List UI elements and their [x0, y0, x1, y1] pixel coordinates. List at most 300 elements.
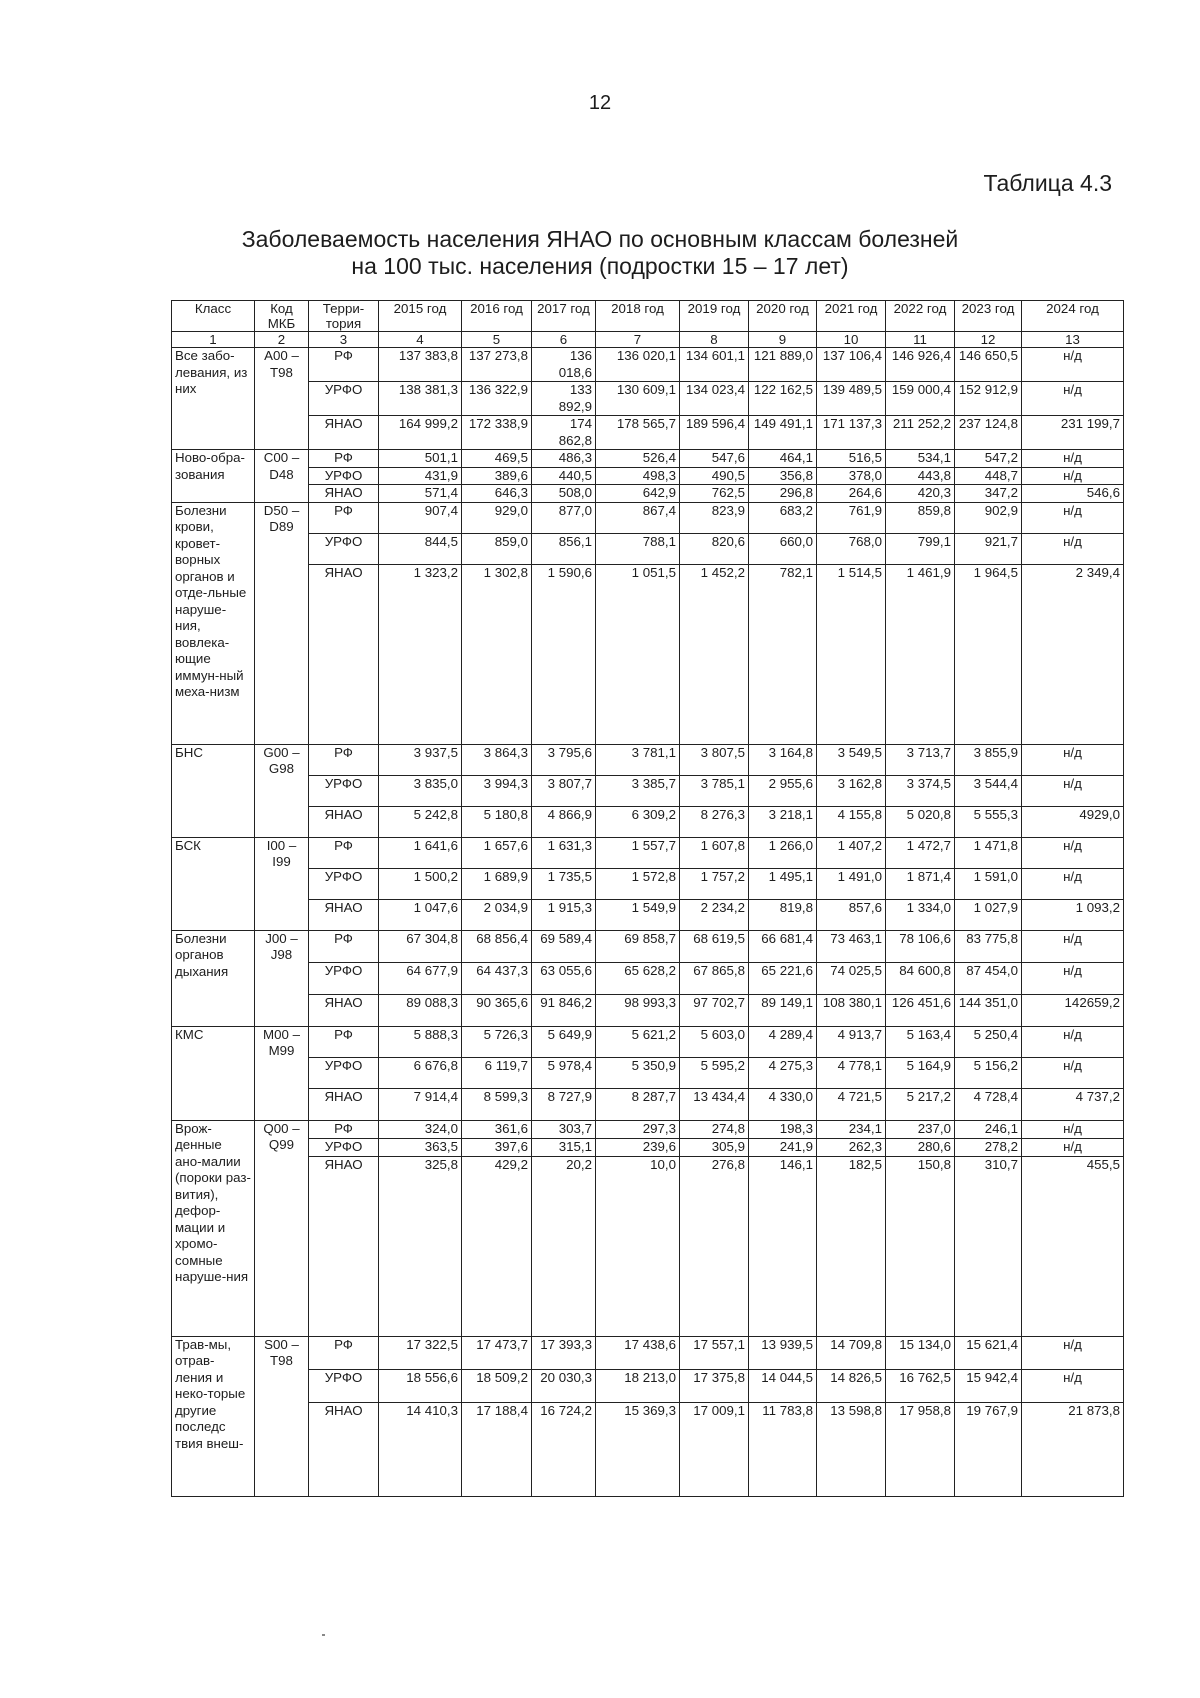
value-cell: 18 213,0 — [596, 1369, 680, 1402]
value-cell: 136 018,6 — [532, 348, 596, 382]
value-cell: 130 609,1 — [596, 382, 680, 416]
value-cell: 4 913,7 — [817, 1026, 886, 1057]
territory-cell: ЯНАО — [309, 1402, 379, 1496]
header-cell: 2018 год — [596, 301, 680, 332]
territory-cell: ЯНАО — [309, 564, 379, 744]
table-row — [172, 416, 1124, 450]
value-cell: 5 555,3 — [955, 806, 1022, 837]
value-cell: 356,8 — [749, 467, 817, 485]
value-cell: 4 728,4 — [955, 1088, 1022, 1120]
value-cell: 90 365,6 — [462, 994, 532, 1026]
mkb-code-cell: S00 – T98 — [255, 1336, 309, 1496]
value-cell: 67 304,8 — [379, 930, 462, 962]
value-cell: 63 055,6 — [532, 962, 596, 994]
territory-cell: РФ — [309, 837, 379, 868]
value-cell: 526,4 — [596, 450, 680, 468]
value-cell: 4 330,0 — [749, 1088, 817, 1120]
value-cell: 1 591,0 — [955, 868, 1022, 899]
value-cell: 121 889,0 — [749, 348, 817, 382]
table-row — [172, 1138, 1124, 1156]
territory-cell: РФ — [309, 1120, 379, 1138]
value-cell: 547,2 — [955, 450, 1022, 468]
value-cell: 819,8 — [749, 899, 817, 930]
table-row — [172, 994, 1124, 1026]
value-cell: 280,6 — [886, 1138, 955, 1156]
value-cell: 234,1 — [817, 1120, 886, 1138]
value-cell: 3 855,9 — [955, 744, 1022, 775]
value-cell: 136 020,1 — [596, 348, 680, 382]
column-number: 7 — [596, 332, 680, 348]
value-cell: 65 628,2 — [596, 962, 680, 994]
value-cell: 137 106,4 — [817, 348, 886, 382]
value-cell: 642,9 — [596, 485, 680, 503]
territory-cell: УРФО — [309, 1369, 379, 1402]
territory-cell: ЯНАО — [309, 1088, 379, 1120]
table-row — [172, 1057, 1124, 1088]
value-cell: 1 027,9 — [955, 899, 1022, 930]
value-cell: 1 051,5 — [596, 564, 680, 744]
column-number: 12 — [955, 332, 1022, 348]
value-cell: н/д — [1022, 450, 1124, 468]
value-cell: 16 724,2 — [532, 1402, 596, 1496]
value-cell: 782,1 — [749, 564, 817, 744]
value-cell: 3 864,3 — [462, 744, 532, 775]
value-cell: 4 721,5 — [817, 1088, 886, 1120]
value-cell: 305,9 — [680, 1138, 749, 1156]
value-cell: 14 709,8 — [817, 1336, 886, 1369]
value-cell: 69 858,7 — [596, 930, 680, 962]
value-cell: 660,0 — [749, 533, 817, 564]
value-cell: н/д — [1022, 382, 1124, 416]
table-row — [172, 930, 1124, 962]
value-cell: 89 088,3 — [379, 994, 462, 1026]
morbidity-table — [171, 300, 1124, 1497]
value-cell: 788,1 — [596, 533, 680, 564]
column-number: 13 — [1022, 332, 1124, 348]
value-cell: 98 993,3 — [596, 994, 680, 1026]
value-cell: 1 047,6 — [379, 899, 462, 930]
value-cell: 823,9 — [680, 502, 749, 533]
value-cell: 486,3 — [532, 450, 596, 468]
value-cell: 16 762,5 — [886, 1369, 955, 1402]
value-cell: 15 621,4 — [955, 1336, 1022, 1369]
value-cell: 761,9 — [817, 502, 886, 533]
value-cell: 571,4 — [379, 485, 462, 503]
value-cell: 18 509,2 — [462, 1369, 532, 1402]
value-cell: 440,5 — [532, 467, 596, 485]
table-row — [172, 1336, 1124, 1369]
header-cell: 2023 год — [955, 301, 1022, 332]
mkb-code-cell: G00 – G98 — [255, 744, 309, 837]
value-cell: 325,8 — [379, 1156, 462, 1336]
territory-cell: РФ — [309, 450, 379, 468]
value-cell: н/д — [1022, 502, 1124, 533]
class-name-cell: КМС — [172, 1026, 255, 1120]
value-cell: 198,3 — [749, 1120, 817, 1138]
column-number: 2 — [255, 332, 309, 348]
value-cell: 324,0 — [379, 1120, 462, 1138]
value-cell: 1 471,8 — [955, 837, 1022, 868]
value-cell: 3 807,5 — [680, 744, 749, 775]
header-cell: 2022 год — [886, 301, 955, 332]
value-cell: 134 023,4 — [680, 382, 749, 416]
mkb-code-cell: J00 – J98 — [255, 930, 309, 1026]
table-row — [172, 1120, 1124, 1138]
table-row — [172, 467, 1124, 485]
value-cell: 3 994,3 — [462, 775, 532, 806]
territory-cell: УРФО — [309, 962, 379, 994]
value-cell: 3 385,7 — [596, 775, 680, 806]
value-cell: 1 757,2 — [680, 868, 749, 899]
value-cell: 1 500,2 — [379, 868, 462, 899]
value-cell: 1 266,0 — [749, 837, 817, 868]
header-cell: Терри-тория — [309, 301, 379, 332]
value-cell: 87 454,0 — [955, 962, 1022, 994]
value-cell: н/д — [1022, 837, 1124, 868]
value-cell: 6 676,8 — [379, 1057, 462, 1088]
value-cell: 171 137,3 — [817, 416, 886, 450]
value-cell: н/д — [1022, 533, 1124, 564]
value-cell: 315,1 — [532, 1138, 596, 1156]
value-cell: 3 164,8 — [749, 744, 817, 775]
value-cell: 136 322,9 — [462, 382, 532, 416]
value-cell: 378,0 — [817, 467, 886, 485]
value-cell: 1 407,2 — [817, 837, 886, 868]
value-cell: 4 737,2 — [1022, 1088, 1124, 1120]
header-cell: 2015 год — [379, 301, 462, 332]
value-cell: 137 383,8 — [379, 348, 462, 382]
value-cell: 83 775,8 — [955, 930, 1022, 962]
value-cell: 469,5 — [462, 450, 532, 468]
value-cell: 6 119,7 — [462, 1057, 532, 1088]
value-cell: 164 999,2 — [379, 416, 462, 450]
class-name-cell: Трав-мы, отрав-ления и неко-торые другие последс твия внеш- — [172, 1336, 255, 1496]
value-cell: 1 491,0 — [817, 868, 886, 899]
value-cell: 762,5 — [680, 485, 749, 503]
value-cell: 646,3 — [462, 485, 532, 503]
value-cell: 1 472,7 — [886, 837, 955, 868]
value-cell: н/д — [1022, 930, 1124, 962]
value-cell: 1 557,7 — [596, 837, 680, 868]
value-cell: 17 375,8 — [680, 1369, 749, 1402]
value-cell: н/д — [1022, 775, 1124, 806]
table-row — [172, 1402, 1124, 1496]
value-cell: 857,6 — [817, 899, 886, 930]
table-title-line-1: Заболеваемость населения ЯНАО по основным классам болезней — [241, 226, 959, 252]
header-row — [172, 301, 1124, 332]
value-cell: 3 218,1 — [749, 806, 817, 837]
value-cell: 91 846,2 — [532, 994, 596, 1026]
value-cell: 241,9 — [749, 1138, 817, 1156]
value-cell: 142659,2 — [1022, 994, 1124, 1026]
table-row — [172, 502, 1124, 533]
value-cell: 5 621,2 — [596, 1026, 680, 1057]
table-label: Таблица 4.3 — [983, 170, 1112, 196]
value-cell: 4 866,9 — [532, 806, 596, 837]
value-cell: 73 463,1 — [817, 930, 886, 962]
value-cell: 397,6 — [462, 1138, 532, 1156]
value-cell: 859,0 — [462, 533, 532, 564]
value-cell: 498,3 — [596, 467, 680, 485]
value-cell: 246,1 — [955, 1120, 1022, 1138]
value-cell: 1 657,6 — [462, 837, 532, 868]
value-cell: 8 599,3 — [462, 1088, 532, 1120]
class-name-cell: БНС — [172, 744, 255, 837]
value-cell: 844,5 — [379, 533, 462, 564]
value-cell: 296,8 — [749, 485, 817, 503]
value-cell: н/д — [1022, 348, 1124, 382]
table-row — [172, 564, 1124, 744]
value-cell: 3 549,5 — [817, 744, 886, 775]
value-cell: 144 351,0 — [955, 994, 1022, 1026]
value-cell: 64 437,3 — [462, 962, 532, 994]
header-cell: 2019 год — [680, 301, 749, 332]
column-number: 9 — [749, 332, 817, 348]
value-cell: 3 937,5 — [379, 744, 462, 775]
mkb-code-cell: C00 – D48 — [255, 450, 309, 503]
value-cell: 15 369,3 — [596, 1402, 680, 1496]
territory-cell: ЯНАО — [309, 994, 379, 1026]
mkb-code-cell: Q00 – Q99 — [255, 1120, 309, 1336]
value-cell: 146,1 — [749, 1156, 817, 1336]
value-cell: 15 134,0 — [886, 1336, 955, 1369]
table-row — [172, 1156, 1124, 1336]
value-cell: 443,8 — [886, 467, 955, 485]
value-cell: 1 093,2 — [1022, 899, 1124, 930]
table-row — [172, 837, 1124, 868]
value-cell: 17 009,1 — [680, 1402, 749, 1496]
value-cell: 3 835,0 — [379, 775, 462, 806]
value-cell: 5 595,2 — [680, 1057, 749, 1088]
territory-cell: РФ — [309, 502, 379, 533]
value-cell: 14 410,3 — [379, 1402, 462, 1496]
table-body — [172, 332, 1124, 1497]
value-cell: 546,6 — [1022, 485, 1124, 503]
value-cell: 8 287,7 — [596, 1088, 680, 1120]
territory-cell: ЯНАО — [309, 806, 379, 837]
value-cell: н/д — [1022, 467, 1124, 485]
value-cell: 856,1 — [532, 533, 596, 564]
value-cell: 152 912,9 — [955, 382, 1022, 416]
value-cell: 1 641,6 — [379, 837, 462, 868]
value-cell: 448,7 — [955, 467, 1022, 485]
value-cell: 146 650,5 — [955, 348, 1022, 382]
value-cell: 5 978,4 — [532, 1057, 596, 1088]
value-cell: 182,5 — [817, 1156, 886, 1336]
value-cell: 139 489,5 — [817, 382, 886, 416]
value-cell: 13 598,8 — [817, 1402, 886, 1496]
class-name-cell: Врож-денные ано-малии (пороки раз-вития), дефор-мации и хромо-сомные наруше-ния — [172, 1120, 255, 1336]
value-cell: 1 915,3 — [532, 899, 596, 930]
value-cell: 149 491,1 — [749, 416, 817, 450]
value-cell: 172 338,9 — [462, 416, 532, 450]
value-cell: 178 565,7 — [596, 416, 680, 450]
value-cell: 361,6 — [462, 1120, 532, 1138]
header-cell: 2017 год — [532, 301, 596, 332]
class-name-cell: БСК — [172, 837, 255, 930]
value-cell: 10,0 — [596, 1156, 680, 1336]
value-cell: 17 188,4 — [462, 1402, 532, 1496]
table-row — [172, 744, 1124, 775]
value-cell: 5 020,8 — [886, 806, 955, 837]
value-cell: н/д — [1022, 1026, 1124, 1057]
value-cell: 264,6 — [817, 485, 886, 503]
mkb-code-cell: I00 – I99 — [255, 837, 309, 930]
territory-cell: УРФО — [309, 868, 379, 899]
value-cell: 303,7 — [532, 1120, 596, 1138]
value-cell: 516,5 — [817, 450, 886, 468]
value-cell: 5 163,4 — [886, 1026, 955, 1057]
value-cell: 20,2 — [532, 1156, 596, 1336]
value-cell: 1 334,0 — [886, 899, 955, 930]
value-cell: 310,7 — [955, 1156, 1022, 1336]
value-cell: 2 349,4 — [1022, 564, 1124, 744]
value-cell: 150,8 — [886, 1156, 955, 1336]
value-cell: 902,9 — [955, 502, 1022, 533]
value-cell: н/д — [1022, 1138, 1124, 1156]
value-cell: 2 034,9 — [462, 899, 532, 930]
value-cell: 363,5 — [379, 1138, 462, 1156]
value-cell: 3 162,8 — [817, 775, 886, 806]
value-cell: 122 162,5 — [749, 382, 817, 416]
value-cell: 1 452,2 — [680, 564, 749, 744]
territory-cell: УРФО — [309, 467, 379, 485]
class-name-cell: Все забо-левания, из них — [172, 348, 255, 450]
value-cell: 5 888,3 — [379, 1026, 462, 1057]
territory-cell: УРФО — [309, 1138, 379, 1156]
value-cell: 1 735,5 — [532, 868, 596, 899]
value-cell: 239,6 — [596, 1138, 680, 1156]
territory-cell: РФ — [309, 348, 379, 382]
value-cell: 11 783,8 — [749, 1402, 817, 1496]
column-number: 10 — [817, 332, 886, 348]
value-cell: 133 892,9 — [532, 382, 596, 416]
territory-cell: УРФО — [309, 1057, 379, 1088]
value-cell: 3 781,1 — [596, 744, 680, 775]
value-cell: 78 106,6 — [886, 930, 955, 962]
value-cell: 1 323,2 — [379, 564, 462, 744]
value-cell: 17 322,5 — [379, 1336, 462, 1369]
mkb-code-cell: M00 – M99 — [255, 1026, 309, 1120]
value-cell: 14 044,5 — [749, 1369, 817, 1402]
value-cell: 211 252,2 — [886, 416, 955, 450]
value-cell: 3 544,4 — [955, 775, 1022, 806]
value-cell: 7 914,4 — [379, 1088, 462, 1120]
value-cell: 1 549,9 — [596, 899, 680, 930]
table-row — [172, 775, 1124, 806]
value-cell: 5 217,2 — [886, 1088, 955, 1120]
value-cell: 464,1 — [749, 450, 817, 468]
value-cell: 68 619,5 — [680, 930, 749, 962]
column-number: 8 — [680, 332, 749, 348]
table-row — [172, 962, 1124, 994]
value-cell: 534,1 — [886, 450, 955, 468]
value-cell: 20 030,3 — [532, 1369, 596, 1402]
value-cell: 799,1 — [886, 533, 955, 564]
value-cell: 137 273,8 — [462, 348, 532, 382]
value-cell: 4929,0 — [1022, 806, 1124, 837]
value-cell: 3 785,1 — [680, 775, 749, 806]
value-cell: 1 590,6 — [532, 564, 596, 744]
column-number-row — [172, 332, 1124, 348]
value-cell: 859,8 — [886, 502, 955, 533]
value-cell: 1 964,5 — [955, 564, 1022, 744]
table-row — [172, 1369, 1124, 1402]
value-cell: 67 865,8 — [680, 962, 749, 994]
territory-cell: УРФО — [309, 533, 379, 564]
value-cell: 17 473,7 — [462, 1336, 532, 1369]
value-cell: н/д — [1022, 1057, 1124, 1088]
header-cell: Класс — [172, 301, 255, 332]
value-cell: 1 607,8 — [680, 837, 749, 868]
value-cell: 5 164,9 — [886, 1057, 955, 1088]
value-cell: 431,9 — [379, 467, 462, 485]
value-cell: 237,0 — [886, 1120, 955, 1138]
territory-cell: ЯНАО — [309, 416, 379, 450]
value-cell: 17 393,3 — [532, 1336, 596, 1369]
value-cell: 4 155,8 — [817, 806, 886, 837]
value-cell: 65 221,6 — [749, 962, 817, 994]
table-title — [0, 226, 1200, 280]
value-cell: 1 514,5 — [817, 564, 886, 744]
value-cell: 84 600,8 — [886, 962, 955, 994]
value-cell: 501,1 — [379, 450, 462, 468]
value-cell: 907,4 — [379, 502, 462, 533]
value-cell: 138 381,3 — [379, 382, 462, 416]
value-cell: 5 649,9 — [532, 1026, 596, 1057]
value-cell: 4 275,3 — [749, 1057, 817, 1088]
value-cell: 877,0 — [532, 502, 596, 533]
value-cell: 1 871,4 — [886, 868, 955, 899]
value-cell: 867,4 — [596, 502, 680, 533]
territory-cell: РФ — [309, 930, 379, 962]
value-cell: н/д — [1022, 1369, 1124, 1402]
value-cell: 2 234,2 — [680, 899, 749, 930]
table-row — [172, 348, 1124, 382]
value-cell: 1 572,8 — [596, 868, 680, 899]
value-cell: 89 149,1 — [749, 994, 817, 1026]
table-row — [172, 533, 1124, 564]
value-cell: 231 199,7 — [1022, 416, 1124, 450]
value-cell: 3 807,7 — [532, 775, 596, 806]
table-row — [172, 1088, 1124, 1120]
value-cell: 278,2 — [955, 1138, 1022, 1156]
value-cell: 5 242,8 — [379, 806, 462, 837]
value-cell: 420,3 — [886, 485, 955, 503]
value-cell: 490,5 — [680, 467, 749, 485]
value-cell: 5 350,9 — [596, 1057, 680, 1088]
value-cell: н/д — [1022, 1336, 1124, 1369]
value-cell: 74 025,5 — [817, 962, 886, 994]
territory-cell: РФ — [309, 744, 379, 775]
value-cell: 134 601,1 — [680, 348, 749, 382]
value-cell: 68 856,4 — [462, 930, 532, 962]
territory-cell: УРФО — [309, 775, 379, 806]
page-number: 12 — [588, 92, 612, 114]
scan-speck — [322, 1634, 325, 1636]
territory-cell: РФ — [309, 1026, 379, 1057]
value-cell: 126 451,6 — [886, 994, 955, 1026]
header-cell: 2021 год — [817, 301, 886, 332]
value-cell: 14 826,5 — [817, 1369, 886, 1402]
table-row — [172, 485, 1124, 503]
value-cell: 5 726,3 — [462, 1026, 532, 1057]
value-cell: 17 958,8 — [886, 1402, 955, 1496]
value-cell: 1 631,3 — [532, 837, 596, 868]
value-cell: 768,0 — [817, 533, 886, 564]
value-cell: н/д — [1022, 962, 1124, 994]
class-name-cell: Болезни крови, кровет-ворных органов и отде-льные наруше-ния, вовлека-ющие иммун-ный меха-низм — [172, 502, 255, 744]
